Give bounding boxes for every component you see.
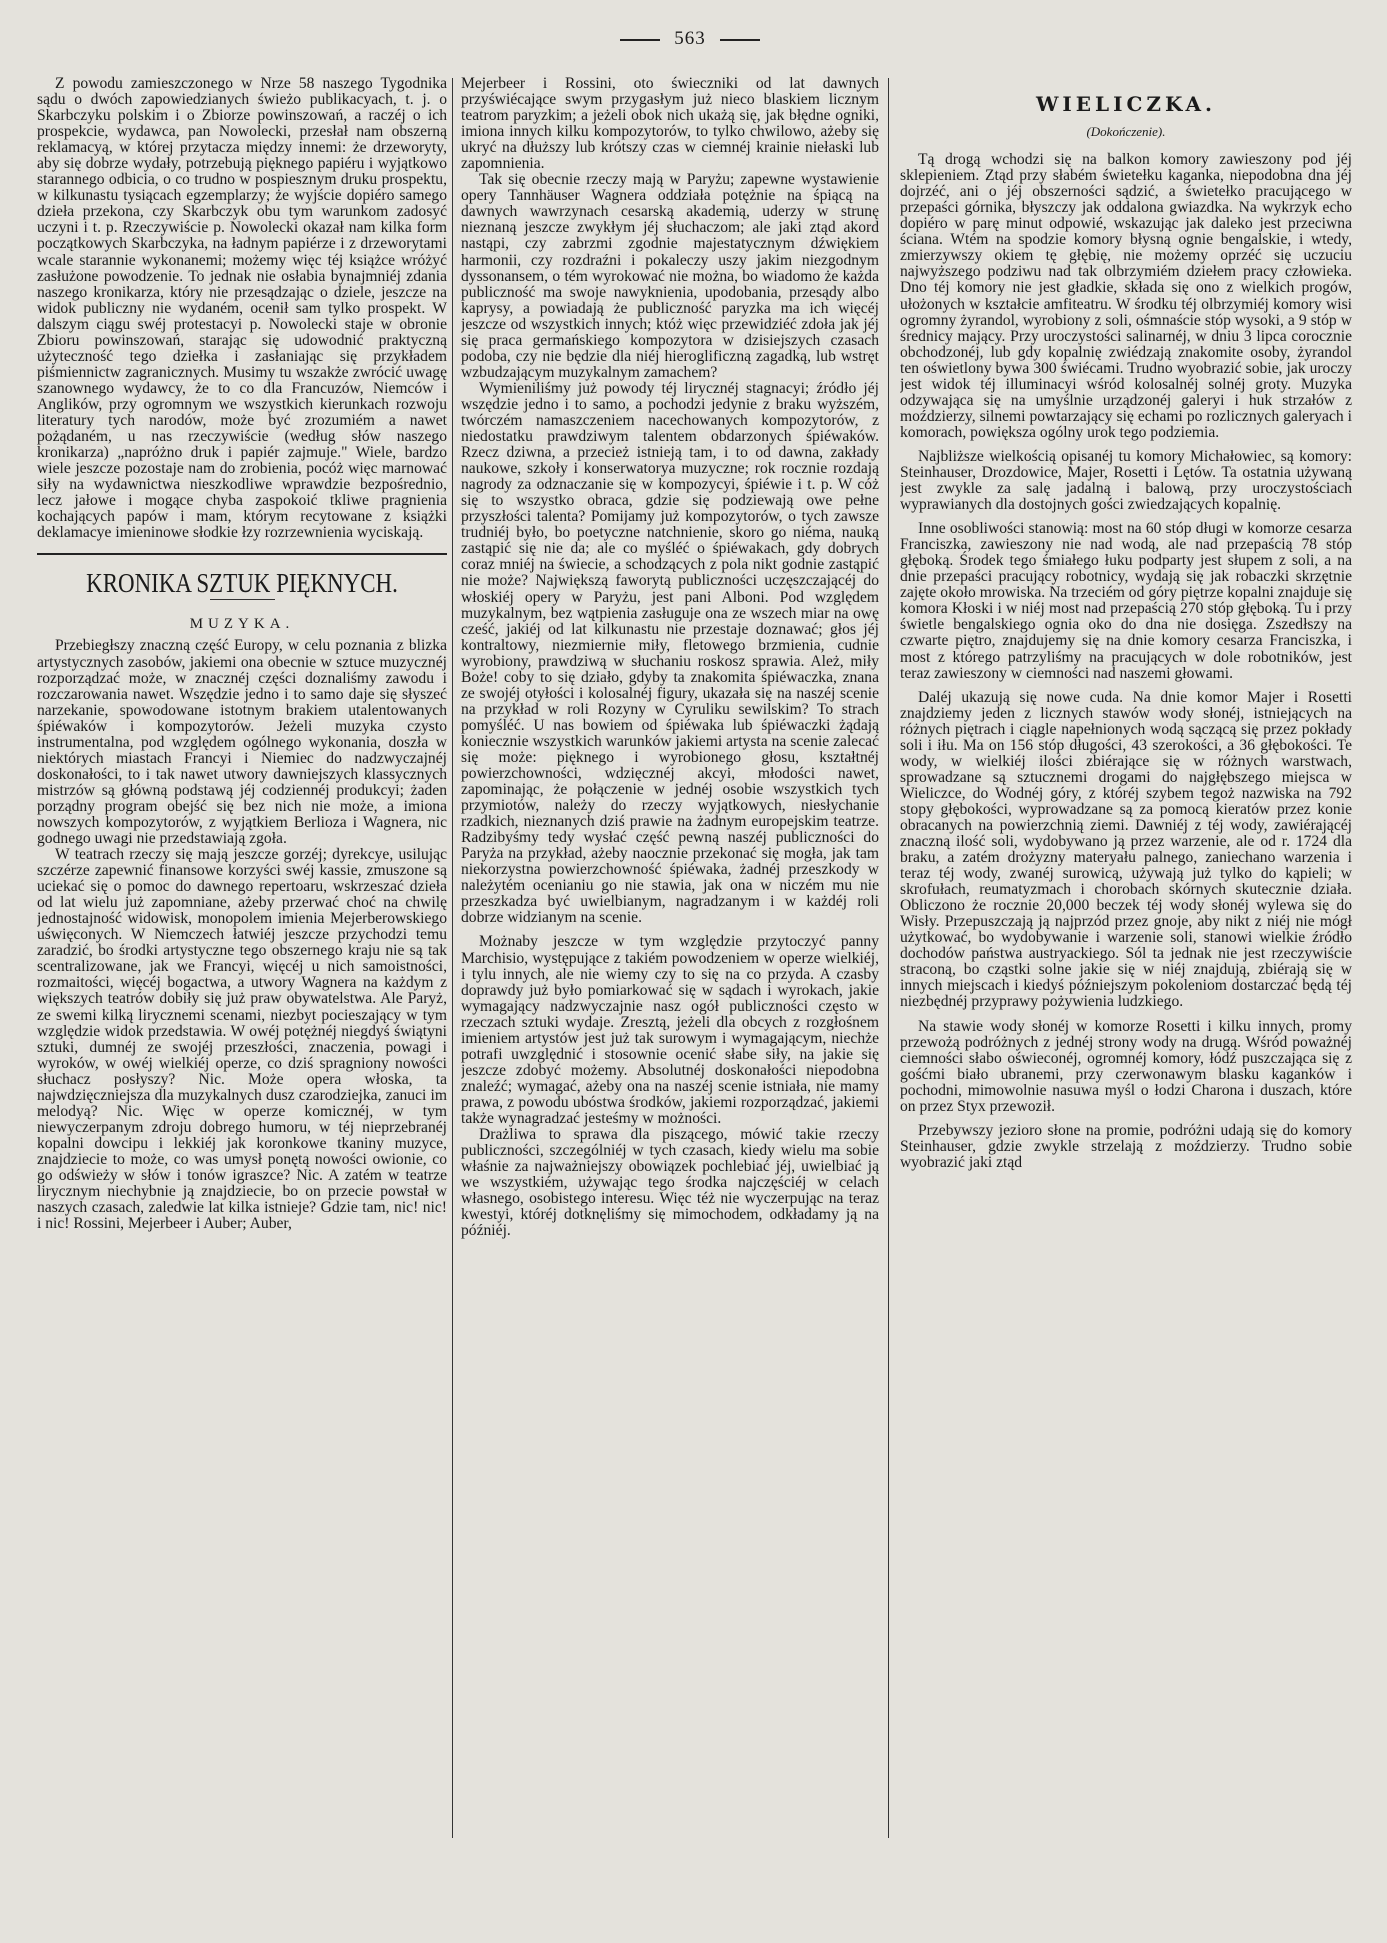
paragraph: Tak się obecnie rzeczy mają w Paryżu; zapewne wystawienie opery Tannhäuser Wagnera oddziała potężnie na śpiącą na dawnych wawrzynach cesarską akademią, uderzy w strunę nieznaną jeszcze zwykłym jéj słuchaczom; ale jaki ztąd akord nastąpi, czy zabrzmi zgodnie majestatycznym dźwiękiem harmonii, czy rozdraźni i pokaleczy uszy jakim niezgodnym dyssonansem, o tém wyrokować nie można, bo wiadomo że każda publiczność ma swoje nawyknienia, upodobania, przesądy albo kaprysy, a powiadają że publiczność paryzka ma ich więcéj jeszcze od wszystkich innych; któż więc przewidziéć zdoła jak jéj się praca germańskiego kompozytora w dzisiejszych czasach podoba, czy nie będzie dla niéj hieroglificzną zagadką, lub wstręt wzbudzającym muzykalnym zamachem? [461,171,879,381]
section-subtitle: MUZYKA. [189,616,295,633]
column-divider [888,78,889,1838]
paragraph: Inne osobliwości stanowią: most na 60 stóp długi w komorze cesarza Franciszka, zawieszony nie nad wodą, ale nad przepaścią 78 stóp głęboką. Środek tego śmiałego łuku podparty jest słupem z soli, a na dnie przepaści pracujący robotnicy, wydają się jak robaczki skrzętnie zajęte około mrowiska. Na trzeciém od góry piętrze kopalni znajduje się komora Kłoski i w niéj most nad przepaścią 270 stóp głęboką. Tu i przy świetle bengalskiego ognia oko do dna nie dosięga. Zszedłszy na czwarte piętro, znajdujemy się na dnie komory cesarza Franciszka, i most z którego patrzyliśmy na pracujących w dole robotników, jest teraz zawieszony w ciemności nad naszemi głowami. [900,520,1352,682]
paragraph: W teatrach rzeczy się mają jeszcze gorzéj; dyrekcye, usilując szczérze zapewnić finansowe korzyści swéj kassie, zmuszone są uciekać się o pomoc do dawnego repertoaru, wskrzeszać dzieła od lat wielu już zapomniane, ażeby przerwać choć na chwilę jednostajność widowisk, monopolem imienia Mejerberowskiego uświęconych. W Niemczech łatwiéj jeszcze przychodzi temu zaradzić, bo środki artystyczne tego obszernego kraju nie są tak scentralizowane, jak we Francyi, więcéj u nich samoistności, rozmaitości, więcéj bogactwa, a utwory Wagnera na każdym z większych teatrów dobiły się już praw obywatelstwa. Ale Paryż, ze swemi kilką lirycznemi scenami, niezbyt pocieszający w tym względzie widok przedstawia. W owéj potężnéj niegdyś świątyni sztuki, dumnéj ze swojéj przeszłości, znaczenia, powagi i wyroków, w owéj wielkiéj operze, co dziś spragniony nowości słuchacz posłyszy? Nic. Może opera włoska, ta najwdzięczniejsza dla muzykalnych dusz czarodziejka, zanuci im melodyą? Nic. Więc w operze komicznéj, w tym niewyczerpanym zdroju dobrego humoru, w téj nieprzebranéj kopalni dowcipu i lekkiéj jak koronkowe tkaniny muzyce, znajdziecie to może, co was umysł ponętą nowości owionie, co go odświeży w słów i tonów igraszce? Nic. A zatém w teatrze lirycznym niechybnie ją znajdziecie, bo on przecie powstał w naszych czasach, zaledwie lat kilka istnieje? Gdzie tam, nic! nic! i nic! Rossini, Mejerbeer i Auber; Auber, [37,846,447,1233]
section-title: KRONIKA SZTUK PIĘKNYCH. [86,568,398,599]
paragraph: Z powodu zamieszczonego w Nrze 58 naszego Tygodnika sądu o dwóch zapowiedzianych świeżo publikacyach, t. j. o Skarbczyku polskim i o Zbiorze powinszowań, a raczéj o ich prospekcie, wydawca, pan Nowolecki, przesłał nam obszerną reklamacyą, w której przytacza między innemi: że drzeworyty, aby się dobrze wydały, potrzebują pięknego papiéru i wyjątkowo starannego odbicia, o co trudno w pospiesznym druku prospektu, w kilkunastu tysiącach egzemplarzy; że wyjście dopiéro samego dzieła przekona, czy Skarbczyk obu tym warunkom zadosyć uczyni i t. p. Rzeczywiście p. Nowolecki okazał nam kilka form początkowych Skarbczyka, na ładnym papiérze i z drzeworytami wcale starannie wykonanemi; możemy więc téj książce wróżyć zasłużone powodzenie. To jednak nie osłabia bynajmniéj zdania naszego kronikarza, który nie przesądzając o dziele, jeszcze na widok publiczny nie wydaném, ocenił sam tylko prospekt. W dalszym ciągu swéj protestacyi p. Nowolecki staje w obronie Zbioru powinszowań, starając się udowodnić praktyczną użyteczność tego dziełka i zasłaniając się przykładem piśmiennictw zagranicznych. Musimy tu wszakże zwrócić uwagę szanownego wydawcy, że to co dla Francuzów, Niemców i Anglików, przy ogromnym we wszystkich kierunkach rozwoju literatury tych narodów, może być zrozumiém a nawet pożądaném, u nas rzeczywiście (według słów naszego kronikarza) „napróżno druk i papiér zajmuje." Wiele, bardzo wiele jeszcze pozostaje nam do zrobienia, pocóż więc marnować siły na wydawnictwa nieszkodliwe wprawdzie bezpośrednio, lecz jałowe i mogące chyba zaspokoić tkliwe pragnienia kochających papów i mam, którym recytowane z książki deklamacye imieninowe słodkie łzy rozrzewnienia wyciskają. [37,76,447,542]
article-subtitle: (Dokończenie). [1086,124,1166,140]
page-number-text: 563 [674,28,706,49]
paragraph: Wymieniliśmy już powody téj lirycznéj stagnacyi; źródło jéj wszędzie jedno i to samo, a pochodzi jedynie z braku wyższém, twórczém namaszczeniem nacechowanych kompozytorów, z niedostatku prawdziwym talentem obdarzonych śpiéwaków. Rzecz dziwna, a przecież istnieją tam, i to od dawna, zakłady naukowe, szkoły i konserwatorya muzyczne; rok rocznie rozdają nagrody za odznaczanie się w kompozycyi, śpiéwie i t. p. W cóż się to wszystko obraca, gdzie się podziewają owe pełne przyszłości talenta? Pomijamy już kompozytorów, o tych zawsze trudniéj było, bo poetyczne natchnienie, skoro go niéma, nauką zastąpić się nie da; ale co myśléć o śpiéwakach, gdy dobrych coraz mniéj na świecie, a schodzących z pola nikt godnie zastąpić nie może? Największą faworytą publiczności uczęszczającéj do włoskiéj opery w Paryżu, jest pani Alboni. Pod względem muzykalnym, bez wątpienia zasługuje ona ze wszech miar na owę cześć, jakiéj od lat kilkunastu nie przestaje doznawać; głos jéj kontraltowy, niezmiernie miły, fletowego brzmienia, cudnie wyrobiony, prawdziwą w słuchaniu roskosz sprawia. Ależ, miły Boże! coby to się działo, gdyby ta znakomita śpiéwaczka, znana ze swojéj otyłości i kolosalnéj figury, ukazała się na naszéj scenie na przykład w roli Rozyny w Cyruliku sewilskim? To strach pomyśléć. U nas bowiem od śpiéwaka lub śpiéwaczki żądają koniecznie wszystkich warunków jakiemi artysta na scenie zalecać się może: pięknego i wyrobionego głosu, kształtnéj powierzchowności, wdzięcznéj akcyi, młodości nawet, zapominając, że połączenie w jednéj osobie wszystkich tych przymiotów, należy do rzeczy wyjątkowych, niesłychanie rzadkich, nieznanych dziś prawie na żadnym europejskim teatrze. Radzibyśmy tedy wysłać część pewną naszéj publiczności do Paryża na przykład, ażeby naocznie przekonać się mogła, jak tam niekorzystna powierzchowność śpiéwaka, żadnéj przeszkody w należytém ocenianiu go nie stawia, jak ona w niczém mu nie przeszkadza być uwielbianym, nagradzanym i w każdéj roli dobrze widzianym na scenie. [461,379,879,927]
divider [720,39,760,41]
paragraph: Mejerbeer i Rossini, oto świeczniki od lat dawnych przyświécające swym przygasłym już nieco blaskiem licznym teatrom paryzkim; a jeżeli obok nich ukażą się, jak błędne ogniki, imiona innych kilku kompozytorów, to tylko chwilowo, ażeby się ukryć na dłuższy lub krótszy czas w ciemnéj krainie niełaski lub zapomnienia. [461,76,879,173]
column-divider [452,78,453,1838]
divider [620,39,660,41]
section-divider [37,553,447,555]
paragraph: Drażliwa to sprawa dla piszącego, mówić takie rzeczy publiczności, szczególniéj w tych czasach, kiedy wielu ma sobie właśnie za najważniejszy obowiązek pochlebiać jéj, uwielbiać ją we wszystkiém, używając tego środka najczęściéj w celach własnego, osobistego interesu. Więc téż nie wyczerpując na teraz kwestyi, któréj dotknęliśmy się mimochodem, odkładamy ją na późniéj. [461,1126,879,1240]
paragraph: Możnaby jeszcze w tym względzie przytoczyć panny Marchisio, występujące z takiém powodzeniem w operze wielkiéj, i tylu innych, ale nie wiemy czy to się na co przyda. A czasby doprawdy już było pomiarkować się w sądach i wyrokach, jakie wymagający nadzwyczajnie nasz ogół publiczności często w rzeczach sztuki wydaje. Zresztą, jeżeli dla obcych z rozgłośnem imieniem artystów jest już tak surowym i wymagającym, niechże potrafi uwzględnić i stosownie ocenić słabe siły, na jakie się jeszcze zdobyć możemy. Absolutnéj doskonałości niepodobna znaleźć; wymagać, ażeby ona na naszéj scenie istniała, nie mamy prawa, z powodu ubóstwa środków, jakiemi rozporządzać, jakiemi także wynagradzać jesteśmy w możności. [461,933,879,1127]
paragraph: Daléj ukazują się nowe cuda. Na dnie komor Majer i Rosetti znajdziemy jeden z licznych stawów wody słonéj, istniejących na różnych piętrach i ciągle napełnionych wodą sączącą się przez pokłady soli i iłu. Ma on 156 stóp długości, 43 szerokości, a 36 głębokości. Te wody, w wielkiéj ilości zbiérające się w różnych warstwach, sprowadzane są sztucznemi drogami do najgłębszego miejsca w Wieliczce, do Wodnéj góry, z któréj szybem tegoż nazwiska na 792 stopy głębokości, wyprowadzane są za pomocą kieratów przez konie obracanych na powierzchnią ziemi. Dawniéj z téj wody, zawiérającéj znaczną ilość soli, wydobywano ją przez warzenie, ale od r. 1724 dla braku, a zatém drożyzny materyału palnego, zaniechano warzenia i teraz téj wody, zwanéj surowicą, używają już tylko do kąpieli; w skrofułach, reumatyzmach i chorobach skórnych skutecznie działa. Obliczono że rocznie 20,000 beczek téj wody słonéj wylewa się do Wisły. Przepuszczają ją najprzód przez gnoje, aby nikt z niéj nie mógł użytkować, bo wydobywanie i warzenie soli, stanowi wielkie źródło dochodów państwa austryackiego. Sól ta jednak nie jest rzeczywiście straconą, bo cząstki solne jakie się w niéj znajdują, zbiérają się w innych miejscach i kiedyś późniejszym pokoleniom dostarczać będą téj niezbędnéj przyprawy pożywienia ludzkiego. [900,688,1352,1011]
page-number [590,28,790,50]
paragraph: Najbliższe wielkością opisanéj tu komory Michałowiec, są komory: Steinhauser, Drozdowice, Majer, Rosetti i Lętów. Ta ostatnia używaną jest zwykle za salę jadalną i balową, przy uroczystościach wyprawianych dla dostojnych gości zwiedzających kopalnię. [900,447,1352,514]
paragraph: Tą drogą wchodzi się na balkon komory zawieszony pod jéj sklepieniem. Ztąd przy słabém świetełku kaganka, niepodobna dna jéj dojrzéć, ani o jéj obszerności sądzić, a świetełko pracującego w przepaści górnika, błyszczy jak oddalona gwiazdka. Na wykrzyk echo dopiéro w parę minut odpowié, wskazując jak daleko jest przeciwna ściana. Wtém na spodzie komory błysną ognie bengalskie, i wtedy, zmierzywszy okiem tę głębię, nie możemy oprzéć się uczuciu najwyższego podziwu nad tak olbrzymiém dziełem pracy człowieka. Dno téj komory nie jest gładkie, składa się ono z wielkich progów, ułożonych w kształcie amfiteatru. W środku téj olbrzymiéj komory wisi ogromny żyrandol, wyrobiony z soli, ośmnaście stóp wysoki, a 9 stóp w średnicy mający. Przy uroczystości salinarnéj, w dniu 3 lipca corocznie obchodzonéj, lub gdy kopalnię zwiédzają znakomite osoby, żyrandol ten oświetlony bywa 300 świécami. Trudno wyobrazić sobie, jak uroczy jest widok téj illuminacyi wśród kolosalnéj solnéj groty. Muzyka odzywająca się na umyślnie urządzonéj galeryi i huk strzałów z moździerzy, silnemi powtarzający się echami po rozlicznych galeryach i komorach, powiększa ogólny urok tego podziemia. [900,151,1352,441]
title-underline [210,599,275,600]
left-column [37,76,447,1846]
middle-column [461,76,879,1846]
article-title: WIELICZKA. [1035,92,1217,116]
paragraph: Przebiegłszy znaczną część Europy, w celu poznania z blizka artystycznych zasobów, jakiemi ona obecnie w sztuce muzycznéj rozporządzać może, w znacznéj części doznaliśmy zawodu i rozczarowania nawet. Wszędzie jedno i to samo daje się słyszeć narzekanie, spowodowane istotnym brakiem utalentowanych śpiéwaków i kompozytorów. Jeżeli muzyka czysto instrumentalna, pod względem ogólnego wykonania, doszła w niektórych miastach Francyi i Niemiec do nadzwyczajnéj doskonałości, to i tak nawet utwory dawniejszych klassycznych mistrzów są główną podstawą jéj codziennéj produkcyi; żaden porządny program obejść się bez nich nie może, a imiona nowszych kompozytorów, z wyjątkiem Berlioza i Wagnera, nic godnego uwagi nie przedstawiają zgoła. [37,637,447,848]
paragraph: Na stawie wody słonéj w komorze Rosetti i kilku innych, promy przewożą podróżnych z jednéj strony wody na drugą. Wśród poważnéj ciemności słabo oświeconéj, ogromnéj komory, łódź puszczająca się z gośćmi biało ubranemi, przy czerwonawym blasku kaganków i pochodni, mimowolnie nasuwa myśl o łodzi Charona i duszach, które on przez Styx przewoził. [900,1017,1352,1115]
paragraph: Przebywszy jezioro słone na promie, podróżni udają się do komory Steinhauser, gdzie zwykle strzelają z moździerzy. Trudno sobie wyobrazić jaki ztąd [900,1121,1352,1171]
right-column [900,76,1352,1846]
